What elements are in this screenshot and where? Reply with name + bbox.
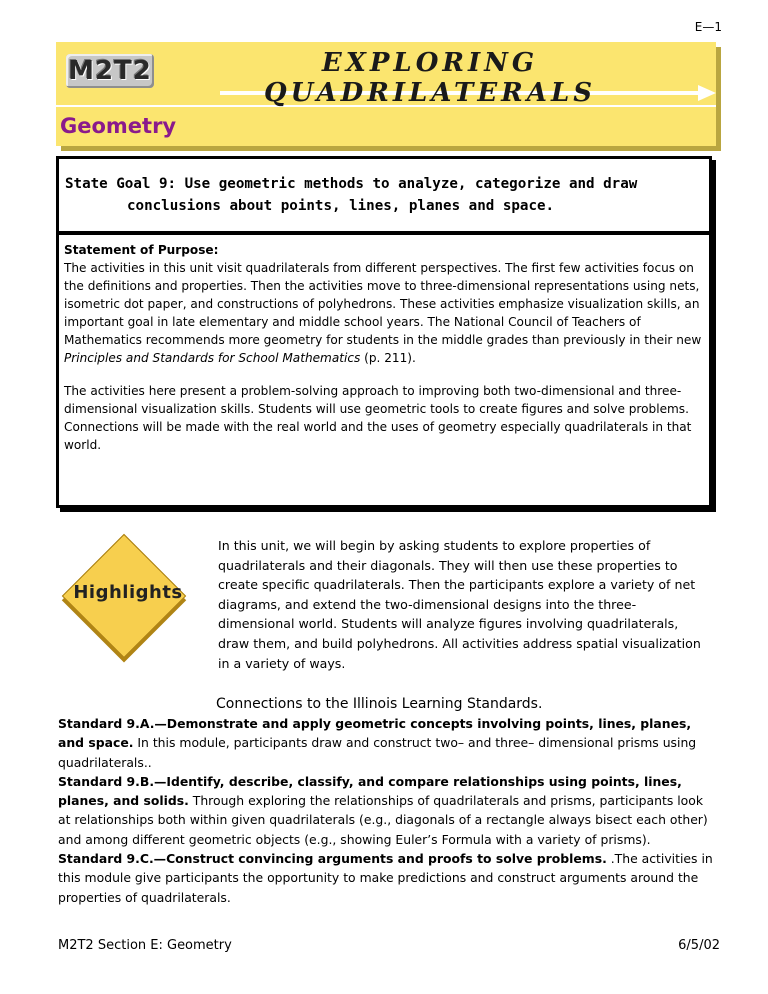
state-goal-text: State Goal 9: Use geometric methods to analyze, categorize and draw conclusions about points, lines, planes and space.	[65, 176, 638, 214]
standard-body: .The activities in this module give participants the opportunity to make predictions and construct arguments around the properties of quadrilaterals.	[58, 851, 713, 905]
arrow-icon	[698, 85, 716, 101]
footer-date: 6/5/02	[678, 938, 720, 953]
highlights-badge	[56, 536, 202, 658]
highlights-text: In this unit, we will begin by asking students to explore properties of quadrilaterals and their diagonals. They will then use these properties to create specific quadrilaterals. Then the participants explore a variety of net diagrams, and extend the two-dimensional designs into the three-dimensional world. Students will analyze figures involving quadrilaterals, draw them, and build polyhedrons. All activities address spatial visualization in a variety of ways.	[218, 538, 701, 671]
highlights-label: Highlights	[73, 582, 183, 603]
unit-title: EXPLORING QUADRILATERALS	[263, 48, 597, 108]
footer-section: M2T2 Section E: Geometry	[58, 938, 232, 953]
standard-title: Standard 9.A.—Demonstrate and apply geometric concepts involving points, lines, planes, and space.	[58, 716, 692, 751]
standards-list	[58, 714, 713, 907]
purpose-heading: Statement of Purpose:	[64, 243, 219, 257]
purpose-paragraph-2: The activities here present a problem-solving approach to improving both two-dimensional and three-dimensional visualization skills. Students will use geometric tools to create figures and solve problems. Connections will be made with the real world and the uses of geometry especially quadrilaterals in that world.	[64, 384, 692, 452]
standard-item	[58, 714, 713, 772]
m2t2-logo: M2T2	[66, 54, 154, 88]
purpose-box	[56, 232, 712, 508]
publication-title: Principles and Standards for School Mathematics	[64, 351, 361, 365]
standard-body: Through exploring the relationships of quadrilaterals and prisms, participants look at relationships both within given quadrilaterals (e.g., diagonals of a rectangle always bisect each other) and among different geometric objects (e.g., showing Euler’s Formula with a variety of prisms).	[58, 793, 708, 847]
standard-item	[58, 849, 713, 907]
standard-title: Standard 9.B.—Identify, describe, classify, and compare relationships using points, lines, planes, and solids.	[58, 773, 682, 809]
standard-body: In this module, participants draw and construct two– and three– dimensional prisms using quadrilaterals..	[58, 735, 697, 770]
purpose-text: (p. 211).	[360, 351, 416, 365]
section-label: Geometry	[60, 114, 177, 138]
page-number: E—1	[694, 20, 722, 34]
connections-heading: Connections to the Illinois Learning Standards.	[216, 696, 543, 712]
standard-item	[58, 772, 713, 849]
title-banner	[56, 42, 716, 146]
standard-title: Standard 9.C.—Construct convincing arguments and proofs to solve problems.	[58, 851, 607, 867]
purpose-text: The activities in this unit visit quadrilaterals from different perspectives. The first few activities focus on the definitions and properties. Then the activities move to three-dimensional representations using nets, isometric dot paper, and constructions of polyhedrons. These activities emphasize visualization skills, an important goal in late elementary and middle school years. The National Council of Teachers of Mathematics recommends more geometry for students in the middle grades than previously in their new	[64, 261, 702, 347]
state-goal-box	[56, 156, 712, 234]
purpose-paragraph-1	[64, 259, 706, 367]
